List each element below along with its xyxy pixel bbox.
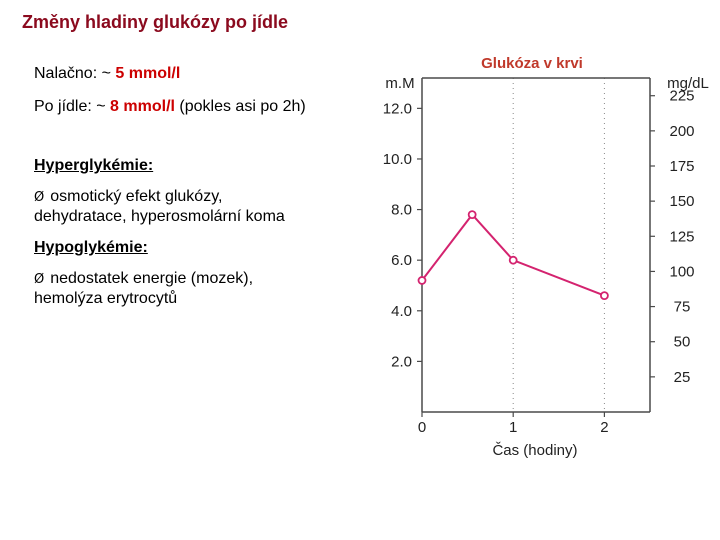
chart-title: Glukóza v krvi [481, 55, 583, 72]
x-axis-label: Čas (hodiny) [492, 442, 578, 459]
x-tick-label: 0 [417, 419, 427, 436]
y-tick-label-right: 75 [673, 298, 691, 316]
hypoglycemia-heading: Hypoglykémie: [34, 239, 148, 256]
text-block [34, 64, 354, 308]
after-meal-note: (pokles asi po 2h) [174, 98, 306, 115]
hypoglycemia-text-1: nedostatek energie (mozek), [50, 270, 254, 287]
y-tick-label-left: 2.0 [391, 353, 412, 371]
y-tick-label-right: 125 [669, 228, 695, 246]
fasting-value: 5 mmol/l [115, 65, 181, 82]
after-meal-line [34, 97, 354, 116]
hyperglycemia-text-1: osmotický efekt glukózy, [50, 188, 223, 205]
glucose-chart [350, 50, 715, 470]
hypoglycemia-text-2: hemolýza erytrocytů [34, 290, 178, 307]
arrow-bullet-icon: Ø [34, 190, 45, 205]
y-tick-label-right: 225 [669, 87, 695, 105]
chart-svg [350, 50, 715, 470]
after-meal-label: Po jídle: ~ [34, 98, 111, 115]
glucose-data-point [469, 211, 476, 218]
y-tick-label-right: 175 [669, 157, 695, 175]
fasting-label: Nalačno: ~ [34, 65, 116, 82]
arrow-bullet-icon: Ø [34, 272, 45, 287]
y-tick-label-left: 8.0 [391, 201, 412, 219]
glucose-data-point [510, 257, 517, 264]
hyperglycemia-text-2: dehydratace, hyperosmolární koma [34, 208, 285, 225]
hyperglycemia-item [34, 187, 354, 226]
hypoglycemia-item [34, 269, 354, 308]
y-tick-label-right: 150 [669, 193, 695, 211]
hyperglycemia-heading: Hyperglykémie: [34, 157, 154, 174]
glucose-data-point [601, 292, 608, 299]
y-tick-label-right: 200 [669, 122, 695, 140]
y-tick-label-left: 6.0 [391, 252, 412, 270]
y-tick-label-right: 100 [669, 263, 695, 281]
slide-title: Změny hladiny glukózy po jídle [22, 12, 289, 32]
y-axis-label-right: mg/dL [667, 75, 709, 92]
fasting-line [34, 64, 354, 83]
x-tick-label: 2 [600, 419, 609, 436]
y-tick-label-left: 4.0 [391, 302, 412, 320]
y-axis-label-left: m.M [385, 75, 415, 92]
y-tick-label-right: 50 [673, 333, 691, 351]
y-tick-label-right: 25 [673, 368, 691, 386]
y-tick-label-left: 10.0 [382, 150, 412, 168]
x-tick-label: 1 [509, 419, 518, 436]
after-meal-value: 8 mmol/l [110, 98, 175, 115]
glucose-data-point [419, 277, 426, 284]
y-tick-label-left: 12.0 [382, 100, 412, 118]
